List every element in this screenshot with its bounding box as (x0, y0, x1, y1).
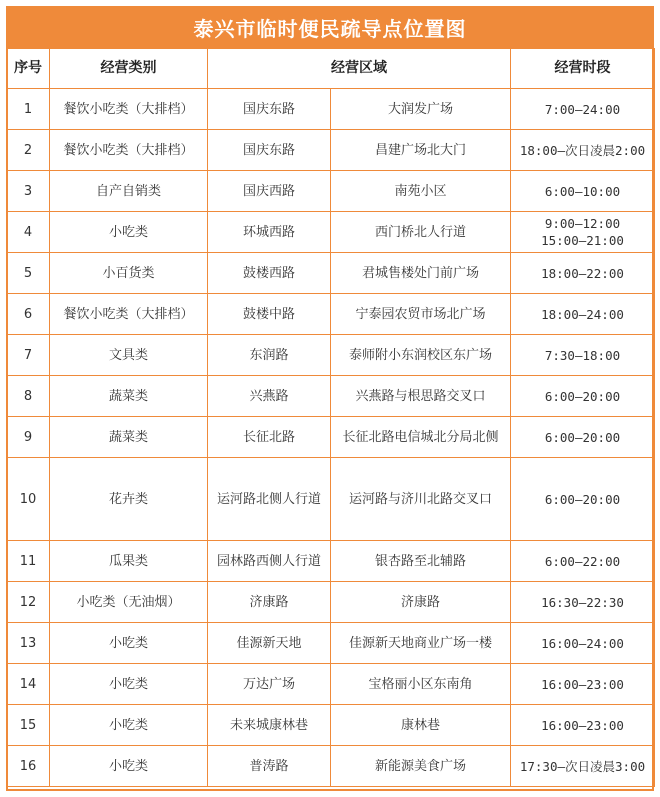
time-slot: 6:00—20:00 (544, 388, 621, 404)
cell-time (511, 130, 655, 171)
cell-place: 运河路与济川北路交叉口 (331, 458, 511, 541)
time-slot: 6:00—20:00 (544, 429, 621, 445)
cell-category: 瓜果类 (50, 541, 208, 582)
cell-place: 泰师附小东润校区东广场 (331, 335, 511, 376)
time-slot: 18:00—次日凌晨2:00 (519, 142, 646, 158)
cell-seq: 3 (7, 171, 50, 212)
cell-road: 佳源新天地 (208, 623, 331, 664)
table-row (7, 335, 655, 376)
cell-place: 昌建广场北大门 (331, 130, 511, 171)
cell-seq: 6 (7, 294, 50, 335)
table-row (7, 746, 655, 787)
cell-category: 自产自销类 (50, 171, 208, 212)
table-row (7, 89, 655, 130)
cell-category: 花卉类 (50, 458, 208, 541)
time-slot: 16:00—24:00 (541, 635, 624, 651)
cell-place: 宁泰园农贸市场北广场 (331, 294, 511, 335)
cell-time (511, 623, 655, 664)
table-row (7, 294, 655, 335)
time-slot: 16:30—22:30 (541, 594, 624, 610)
cell-road: 长征北路 (208, 417, 331, 458)
table-row (7, 171, 655, 212)
cell-road: 国庆西路 (208, 171, 331, 212)
cell-place: 兴燕路与根思路交叉口 (331, 376, 511, 417)
cell-category: 餐饮小吃类（大排档） (50, 294, 208, 335)
cell-seq: 8 (7, 376, 50, 417)
time-slot: 15:00—21:00 (541, 233, 624, 248)
cell-category: 小吃类 (50, 705, 208, 746)
cell-time (511, 376, 655, 417)
cell-road: 国庆东路 (208, 89, 331, 130)
location-table (6, 48, 655, 787)
cell-seq: 2 (7, 130, 50, 171)
cell-category: 小吃类（无油烟） (50, 582, 208, 623)
cell-place: 新能源美食广场 (331, 746, 511, 787)
cell-place: 大润发广场 (331, 89, 511, 130)
cell-time (511, 294, 655, 335)
cell-seq: 10 (7, 458, 50, 541)
cell-time (511, 335, 655, 376)
table-row (7, 130, 655, 171)
cell-place: 西门桥北人行道 (331, 212, 511, 253)
cell-seq: 1 (7, 89, 50, 130)
page-title: 泰兴市临时便民疏导点位置图 (6, 6, 654, 48)
cell-road: 万达广场 (208, 664, 331, 705)
table-row (7, 623, 655, 664)
cell-seq: 4 (7, 212, 50, 253)
time-slot: 7:00—24:00 (544, 101, 621, 117)
cell-seq: 5 (7, 253, 50, 294)
header-area: 经营区域 (208, 49, 511, 89)
time-slot: 18:00—22:00 (541, 265, 624, 281)
cell-seq: 12 (7, 582, 50, 623)
cell-seq: 13 (7, 623, 50, 664)
cell-place: 银杏路至北辅路 (331, 541, 511, 582)
cell-road: 鼓楼中路 (208, 294, 331, 335)
cell-category: 文具类 (50, 335, 208, 376)
cell-seq: 16 (7, 746, 50, 787)
cell-place: 长征北路电信城北分局北侧 (331, 417, 511, 458)
cell-road: 园林路西侧人行道 (208, 541, 331, 582)
cell-seq: 9 (7, 417, 50, 458)
cell-category: 蔬菜类 (50, 376, 208, 417)
table-row (7, 212, 655, 253)
time-slot: 9:00—12:00 (544, 216, 621, 231)
cell-place: 宝格丽小区东南角 (331, 664, 511, 705)
cell-time (511, 417, 655, 458)
time-slot: 7:30—18:00 (544, 347, 621, 363)
cell-category: 餐饮小吃类（大排档） (50, 89, 208, 130)
cell-category: 小吃类 (50, 212, 208, 253)
cell-seq: 15 (7, 705, 50, 746)
table-row (7, 705, 655, 746)
time-slot: 6:00—10:00 (544, 183, 621, 199)
cell-category: 小百货类 (50, 253, 208, 294)
cell-road: 未来城康林巷 (208, 705, 331, 746)
cell-category: 小吃类 (50, 623, 208, 664)
header-row (7, 49, 655, 89)
table-row (7, 458, 655, 541)
cell-seq: 11 (7, 541, 50, 582)
cell-place: 济康路 (331, 582, 511, 623)
time-slot: 6:00—20:00 (544, 491, 621, 507)
cell-time (511, 458, 655, 541)
header-time: 经营时段 (511, 49, 655, 89)
cell-time (511, 89, 655, 130)
cell-road: 国庆东路 (208, 130, 331, 171)
table-row (7, 253, 655, 294)
cell-road: 运河路北侧人行道 (208, 458, 331, 541)
cell-road: 鼓楼西路 (208, 253, 331, 294)
time-slot: 6:00—22:00 (544, 553, 621, 569)
cell-place: 南苑小区 (331, 171, 511, 212)
cell-category: 小吃类 (50, 746, 208, 787)
cell-place: 康林巷 (331, 705, 511, 746)
header-seq: 序号 (7, 49, 50, 89)
cell-time (511, 582, 655, 623)
cell-road: 兴燕路 (208, 376, 331, 417)
cell-place: 君城售楼处门前广场 (331, 253, 511, 294)
time-slot: 16:00—23:00 (541, 717, 624, 733)
table-row (7, 417, 655, 458)
cell-time (511, 664, 655, 705)
cell-road: 普涛路 (208, 746, 331, 787)
table-row (7, 376, 655, 417)
cell-category: 小吃类 (50, 664, 208, 705)
cell-road: 东润路 (208, 335, 331, 376)
cell-road: 济康路 (208, 582, 331, 623)
time-slot: 17:30—次日凌晨3:00 (519, 758, 646, 774)
cell-time (511, 212, 655, 253)
cell-seq: 7 (7, 335, 50, 376)
time-slot: 18:00—24:00 (541, 306, 624, 322)
cell-place: 佳源新天地商业广场一楼 (331, 623, 511, 664)
cell-time (511, 171, 655, 212)
cell-road: 环城西路 (208, 212, 331, 253)
cell-time (511, 253, 655, 294)
cell-seq: 14 (7, 664, 50, 705)
header-category: 经营类别 (50, 49, 208, 89)
cell-category: 蔬菜类 (50, 417, 208, 458)
table-row (7, 541, 655, 582)
table-row (7, 582, 655, 623)
cell-time (511, 746, 655, 787)
cell-time (511, 541, 655, 582)
cell-category: 餐饮小吃类（大排档） (50, 130, 208, 171)
cell-time (511, 705, 655, 746)
table-row (7, 664, 655, 705)
time-slot: 16:00—23:00 (541, 676, 624, 692)
